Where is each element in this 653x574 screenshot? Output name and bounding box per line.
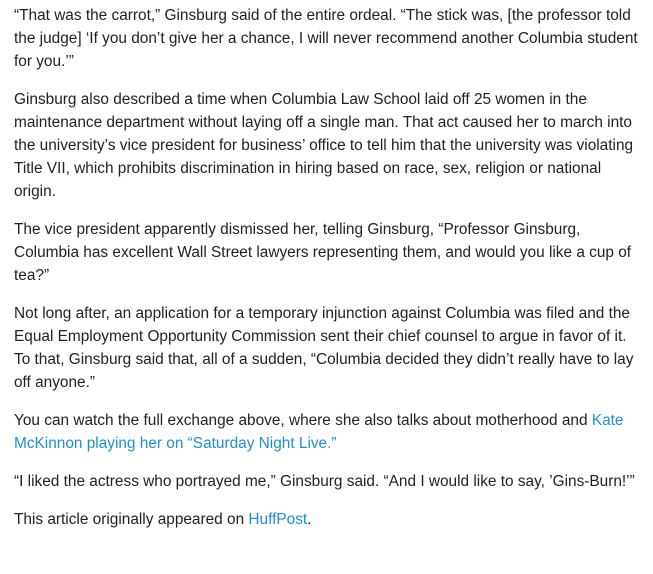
paragraph-layoffs: Ginsburg also described a time when Columbia Law School laid off 25 women in the maintenance department without laying off a single man. That act caused her to march into the university’s vice president for business’ office to tell him that the university was violating Title VII, which prohibits discrimination in hiring based on race, sex, religion or national origin. [14,91,634,200]
source-attribution-period: . [307,511,312,528]
paragraph-injunction: Not long after, an application for a temporary injunction against Columbia was filed and the Equal Employment Opportunity Commission sent their chief counsel to argue in favor of it. To that, Ginsburg said that, all of a sudden, “Columbia decided they didn’t really have to lay off anyone.” [14,305,634,391]
huffpost-link[interactable]: HuffPost [248,511,308,528]
paragraph-watch-exchange [14,409,644,455]
source-attribution-text: This article originally appeared on [14,511,249,528]
paragraph-vice-president: The vice president apparently dismissed her, telling Ginsburg, “Professor Ginsburg, Columbia has excellent Wall Street lawyers representing them, and would you like a cup of tea?” [14,221,632,284]
watch-exchange-text: You can watch the full exchange above, where she also talks about motherhood and [14,412,592,429]
article-body [14,4,644,546]
kate-mckinnon-snl-link[interactable]: Kate McKinnon playing her on “Saturday Night Live.” [14,412,624,452]
paragraph-source-attribution [14,508,644,531]
paragraph-actress-quote: “I liked the actress who portrayed me,” Ginsburg said. “And I would like to say, ’Gins-Burn!’” [14,473,635,490]
paragraph-carrot-quote: “That was the carrot,” Ginsburg said of the entire ordeal. “The stick was, [the professor told the judge] ‘If you don’t give her a chance, I will never recommend another Columbia student for you.’” [14,7,638,70]
